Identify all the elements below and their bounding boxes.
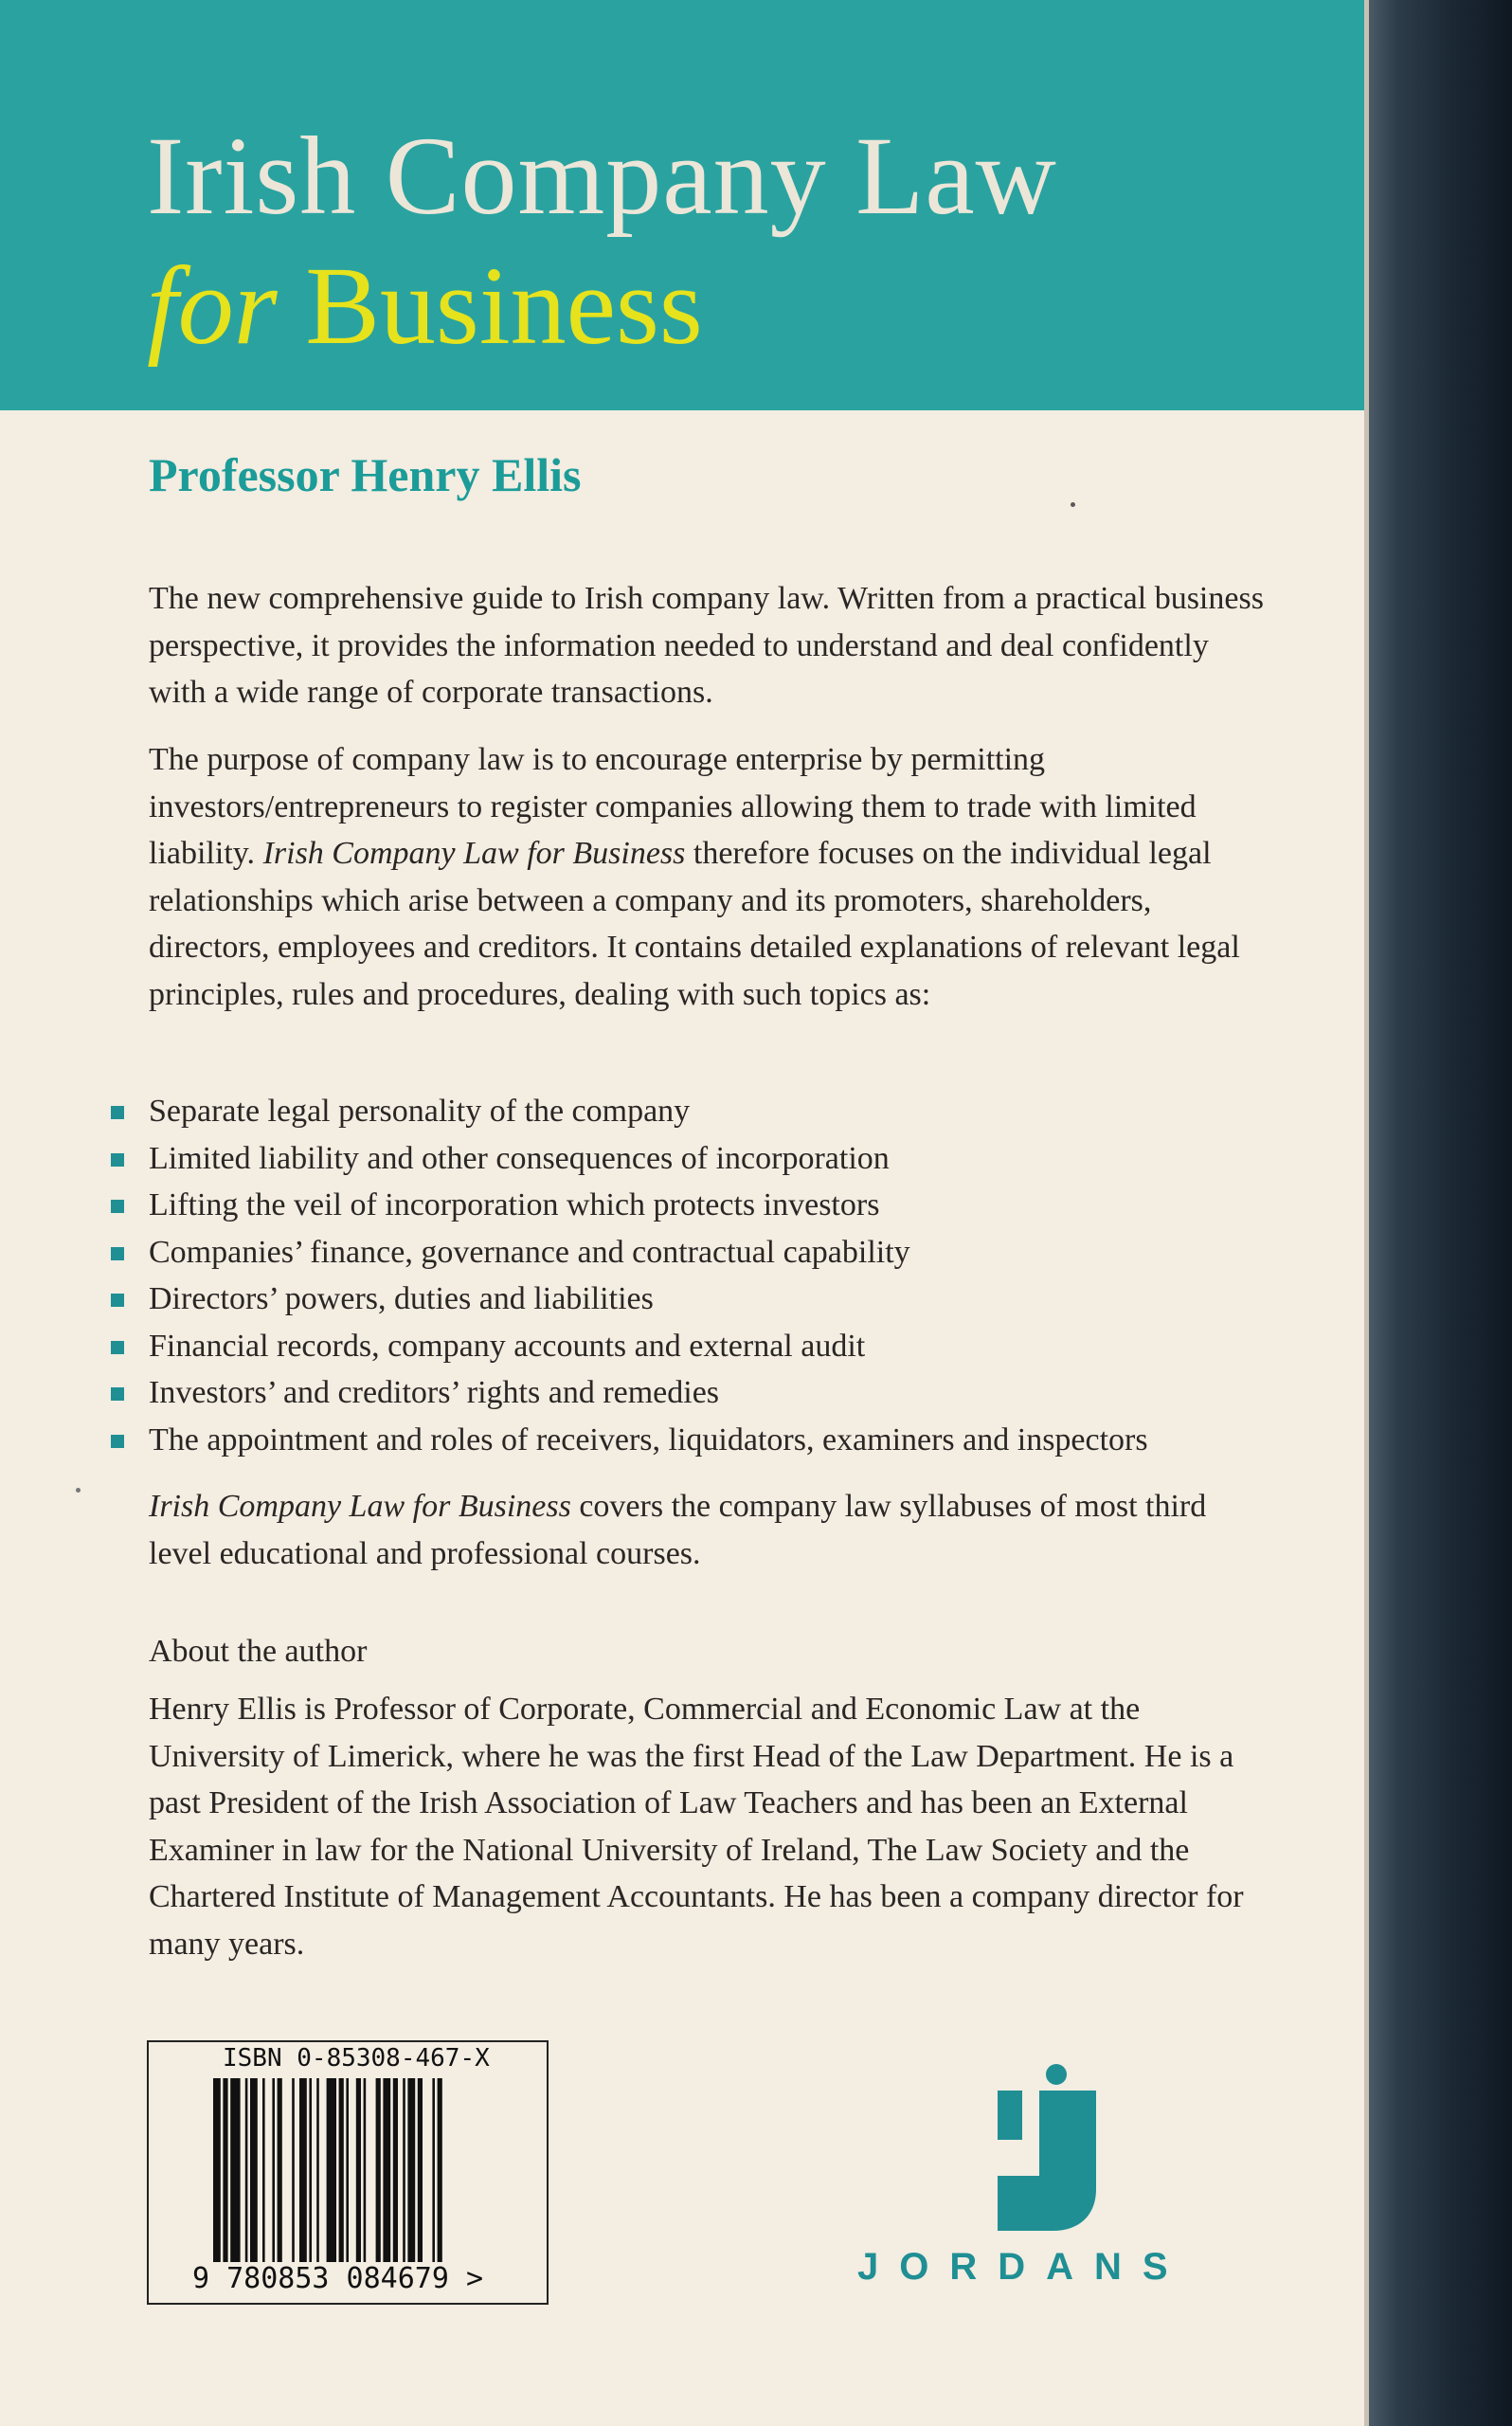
book-spine [1369,0,1512,2426]
bullet-square-icon [111,1341,124,1354]
barcode-bars [213,2078,488,2282]
para3-book-title: Irish Company Law for Business [149,1489,571,1524]
barcode-bar [432,2078,435,2282]
topic-text: Limited liability and other consequences of incorporation [149,1140,890,1176]
bullet-square-icon [111,1435,124,1448]
bullet-square-icon [111,1247,124,1260]
topic-text: Directors’ powers, duties and liabilities [149,1281,654,1316]
bullet-square-icon [111,1106,124,1119]
topic-text: Financial records, company accounts and external audit [149,1328,866,1364]
barcode-bar [339,2078,344,2282]
topic-text: Separate legal personality of the company [149,1094,691,1129]
subtitle-rest: Business [277,244,703,368]
barcode-bar [245,2078,248,2282]
barcode-bar [403,2078,405,2282]
para2-book-title: Irish Company Law for Business [262,836,686,871]
barcode-bar [299,2078,307,2282]
barcode-bar [262,2078,265,2282]
bullet-square-icon [111,1387,124,1401]
barcode-bar [393,2078,398,2282]
barcode-bar [230,2078,240,2282]
speck [1071,502,1075,507]
book-title: Irish Company Law [147,114,1057,238]
speck [76,1488,81,1493]
barcode-bar [292,2078,295,2282]
barcode-bar [278,2078,282,2282]
barcode-bar [376,2078,381,2282]
barcode-bar [356,2078,361,2282]
bullet-square-icon [111,1153,124,1167]
barcode-bar [316,2078,319,2282]
topic-text: The appointment and roles of receivers, liquidators, examiners and inspectors [149,1421,1148,1457]
about-author-text: Henry Ellis is Professor of Corporate, Commercial and Economic Law at the University of Limerick, where he was the first Head of the Law Department. He is a past President of the Irish Association of Law Teachers and has been an External Examiner in law for the National University of Ireland, The Law Society and the Chartered Institute of Management Accountants. He has been a company director for many years. [149,1692,1244,1962]
barcode-bar [223,2078,227,2282]
barcode-bar [418,2078,423,2282]
book-subtitle [147,242,703,371]
para3-text: covers the company law syllabuses of most third level educational and professional courses. [149,1489,1207,1571]
header-band [0,0,1369,410]
barcode-bar [250,2078,258,2282]
barcode-number: 9 780853 084679 > [192,2262,484,2295]
barcode-bar [438,2078,442,2282]
barcode-bar [327,2078,336,2282]
description-para-2 [149,736,1267,1018]
topic-text: Lifting the veil of incorporation which protects investors [149,1187,880,1222]
barcode-bar [213,2078,221,2282]
barcode-bar [272,2078,275,2282]
author-name: Professor Henry Ellis [149,448,582,501]
barcode-bar [346,2078,349,2282]
isbn-barcode [147,2040,549,2305]
about-heading: About the author [149,1634,368,1669]
bullet-square-icon [111,1294,124,1307]
subtitle-italic: for [147,244,278,368]
description-para-1: The new comprehensive guide to Irish company law. Written from a practical business perspective, it provides the information needed to understand and deal confidently with a wide range of corporate transactions. [149,581,1264,710]
description-para-3 [149,1483,1267,1577]
topic-text: Investors’ and creditors’ rights and remedies [149,1375,720,1410]
barcode-bar [364,2078,367,2282]
jordans-j-logo-icon [998,2064,1102,2235]
barcode-bar [407,2078,415,2282]
isbn-label: ISBN 0-85308-467-X [223,2044,490,2073]
publisher-name: JORDANS [857,2246,1189,2288]
para2-text-b: therefore focuses on the individual legal relationships which arise between a company and its promoters, shareholders, directors, employees and creditors. It contains detailed explanations of relevant legal principles, rules and procedures, dealing with such topics as: [149,836,1240,1012]
barcode-bar [383,2078,390,2282]
para2-text-a: The purpose of company law is to encourage enterprise by permitting investors/entrepreneurs to register companies allowing them to trade with limited liability. [149,742,1197,871]
bullet-square-icon [111,1200,124,1213]
barcode-bar [309,2078,312,2282]
topic-text: Companies’ finance, governance and contractual capability [149,1234,910,1270]
